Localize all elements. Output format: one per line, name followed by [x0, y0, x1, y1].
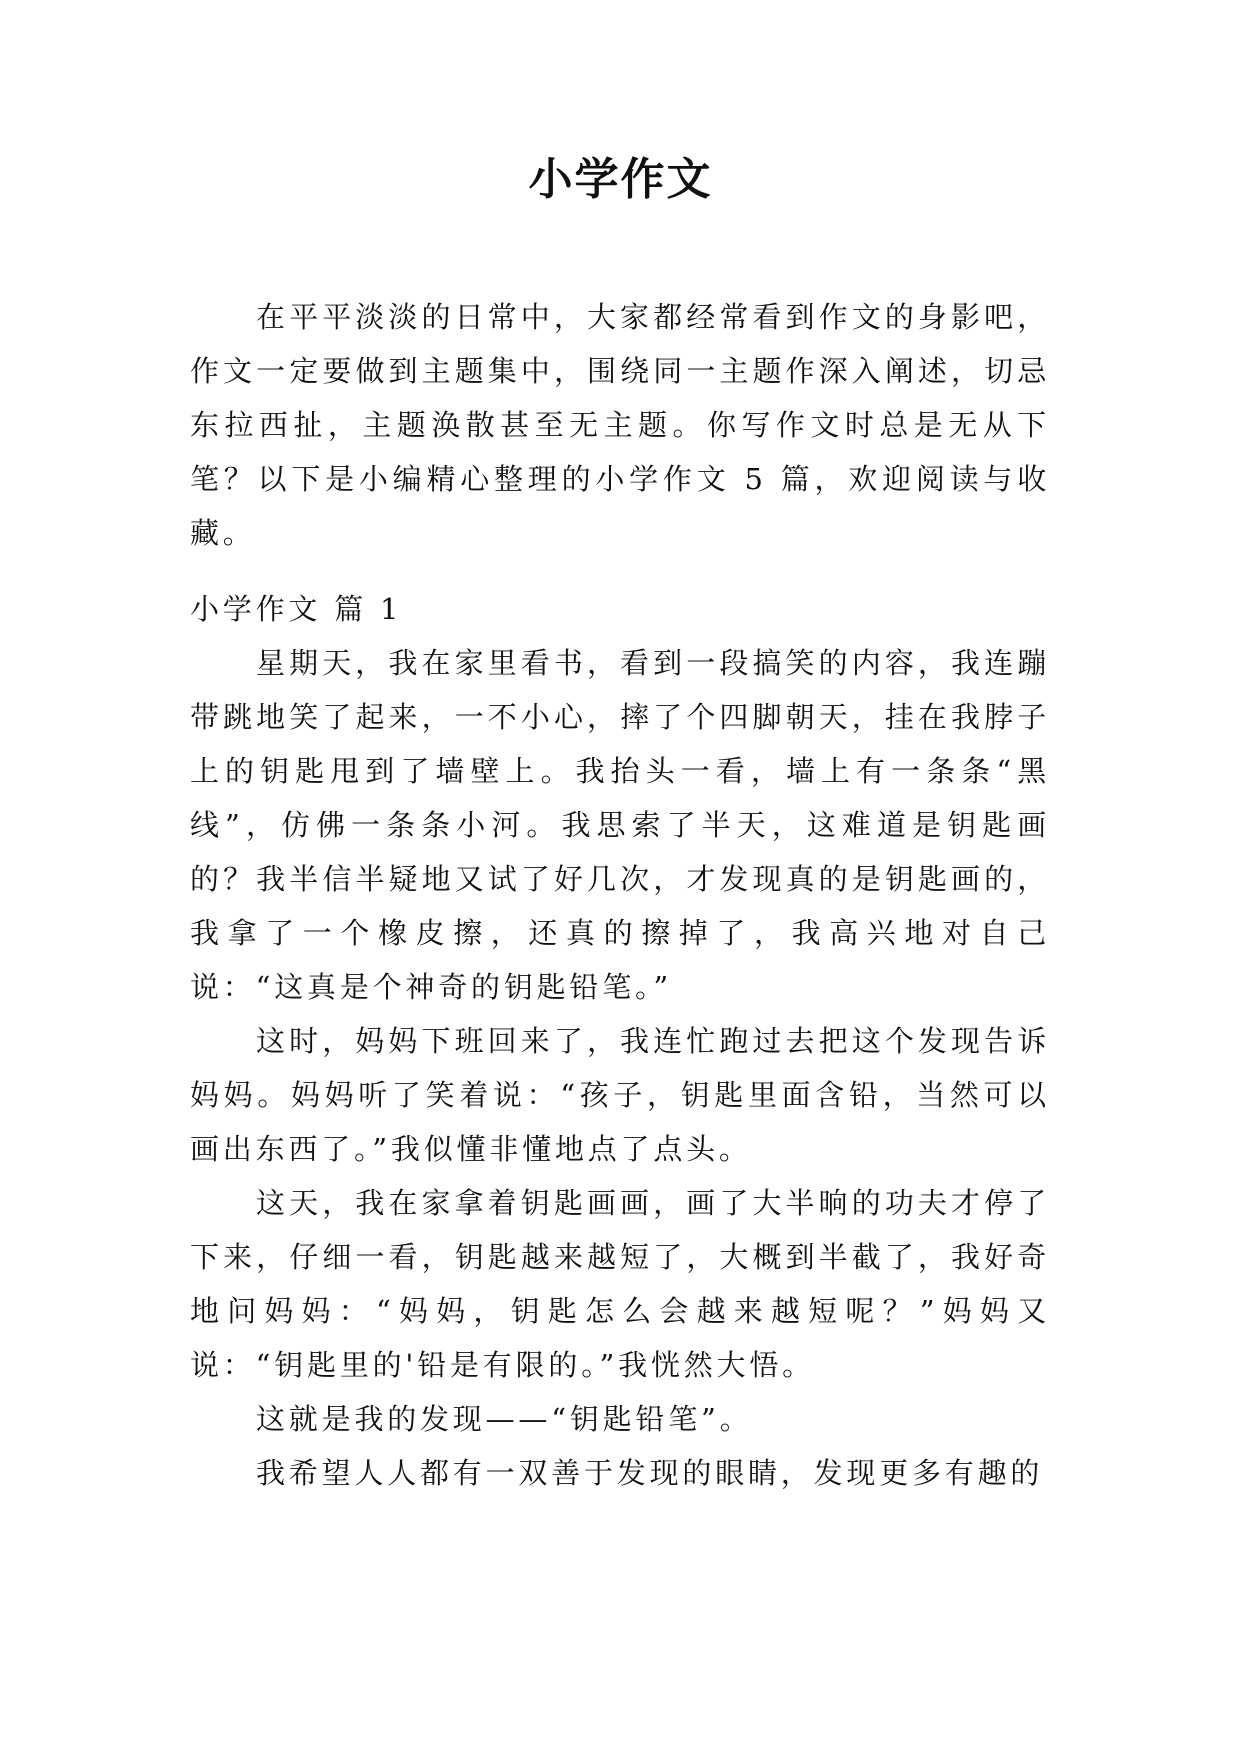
intro-block: [190, 290, 1050, 560]
essay-paragraph-2: 这时，妈妈下班回来了，我连忙跑过去把这个发现告诉妈妈。妈妈听了笑着说：“孩子，钥匙里面含铅，当然可以画出东西了。”我似懂非懂地点了点头。: [190, 1024, 1050, 1166]
essay-paragraph-3: 这天，我在家拿着钥匙画画，画了大半晌的功夫才停了下来，仔细一看，钥匙越来越短了，大概到半截了，我好奇地问妈妈：“妈妈，钥匙怎么会越来越短呢？”妈妈又说：“钥匙里的'铅是有限的。”我恍然大悟。: [190, 1186, 1050, 1382]
intro-paragraph: 在平平淡淡的日常中，大家都经常看到作文的身影吧，作文一定要做到主题集中，围绕同一主题作深入阐述，切忌东拉西扯，主题涣散甚至无主题。你写作文时总是无从下笔？以下是小编精心整理的小学作文 5 篇，欢迎阅读与收藏。: [190, 300, 1050, 550]
essay-paragraph-5: 我希望人人都有一双善于发现的眼睛，发现更多有趣的: [256, 1456, 1044, 1490]
essay-paragraph-4: 这就是我的发现——“钥匙铅笔”。: [256, 1402, 753, 1436]
document-title: 小学作文: [528, 154, 713, 205]
essay-paragraph-1: 星期天，我在家里看书，看到一段搞笑的内容，我连蹦带跳地笑了起来，一不小心，摔了个四脚朝天，挂在我脖子上的钥匙甩到了墙壁上。我抬头一看，墙上有一条条“黑线”，仿佛一条条小河。我思索了半天，这难道是钥匙画的？我半信半疑地又试了好几次，才发现真的是钥匙画的，我拿了一个橡皮擦，还真的擦掉了，我高兴地对自己说：“这真是个神奇的钥匙铅笔。”: [190, 646, 1050, 1004]
essay-section: [190, 582, 1050, 1500]
section-heading: 小学作文 篇 1: [190, 592, 403, 626]
